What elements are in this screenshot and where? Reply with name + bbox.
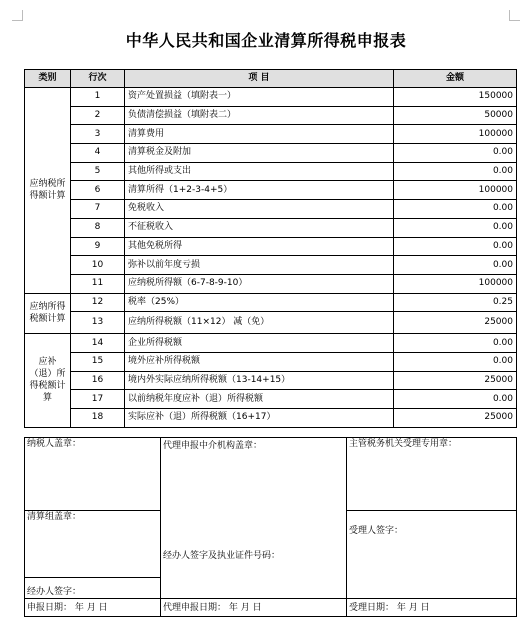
row-line: 16 [71,371,125,390]
table-row [25,144,517,163]
row-line: 1 [71,88,125,107]
row-amount: 0.00 [394,218,517,237]
row-amount: 50000 [394,106,517,125]
row-item: 其他免税所得 [125,237,394,256]
authority-seal-area: 主管税务机关受理专用章： [347,438,517,511]
taxpayer-seal-area: 纳税人盖章： [25,438,161,511]
signature-table [24,437,517,617]
handler-cert-label: 经办人签字及执业证件号码： [163,551,281,561]
row-amount: 25000 [394,312,517,334]
row-item: 企业所得税额 [125,334,394,353]
table-row [25,125,517,144]
row-line: 4 [71,144,125,163]
table-row [25,237,517,256]
row-line: 10 [71,256,125,275]
row-amount: 100000 [394,274,517,293]
accept-date: 受理日期： 年 月 日 [347,599,517,617]
row-amount: 100000 [394,181,517,200]
row-line: 7 [71,200,125,219]
table-row [25,334,517,353]
table-row [25,181,517,200]
row-item: 其他所得或支出 [125,162,394,181]
table-row [25,200,517,219]
liquidation-seal-area: 清算组盖章： [25,511,161,578]
table-row [25,371,517,390]
handler-sign-area: 经办人签字： [25,578,161,599]
row-item: 税率（25%） [125,293,394,312]
row-item: 实际应补（退）所得税额（16+17） [125,409,394,428]
row-line: 9 [71,237,125,256]
row-line: 8 [71,218,125,237]
table-row [25,312,517,334]
row-line: 3 [71,125,125,144]
tax-return-table [24,69,517,428]
row-item: 清算所得（1+2-3-4+5） [125,181,394,200]
table-row [25,390,517,409]
table-row [25,409,517,428]
agency-seal-label: 代理申报中介机构盖章： [163,441,263,451]
table-row [25,162,517,181]
row-line: 18 [71,409,125,428]
row-item: 境外应补所得税额 [125,352,394,371]
row-amount: 0.00 [394,237,517,256]
row-item: 免税收入 [125,200,394,219]
table-row [25,218,517,237]
row-item: 应纳所得税额（11×12） 减（免） [125,312,394,334]
table-row [25,106,517,125]
header-item: 项 目 [125,70,394,88]
row-amount: 25000 [394,409,517,428]
row-amount: 100000 [394,125,517,144]
row-item: 弥补以前年度亏损 [125,256,394,275]
table-row [25,352,517,371]
row-amount: 0.00 [394,200,517,219]
row-item: 资产处置损益（填附表一） [125,88,394,107]
receiver-sign-area: 受理人签字： [347,511,517,599]
row-line: 17 [71,390,125,409]
row-line: 6 [71,181,125,200]
row-item: 应纳税所得额（6-7-8-9-10） [125,274,394,293]
table-row [25,256,517,275]
row-item: 不征税收入 [125,218,394,237]
row-line: 15 [71,352,125,371]
page-corner-mark-left [12,10,23,21]
page-corner-mark-right [509,10,520,21]
row-item: 境内外实际应纳所得税额（13-14+15） [125,371,394,390]
row-line: 5 [71,162,125,181]
table-row [25,293,517,312]
row-amount: 150000 [394,88,517,107]
header-category: 类别 [25,70,71,88]
row-amount: 0.00 [394,162,517,181]
row-item: 清算税金及附加 [125,144,394,163]
row-item: 清算费用 [125,125,394,144]
row-item: 负债清偿损益（填附表二） [125,106,394,125]
category-tax-payable: 应纳所得税额计算 [25,293,71,334]
row-amount: 0.00 [394,352,517,371]
table-row [25,88,517,107]
row-amount: 0.25 [394,293,517,312]
row-line: 13 [71,312,125,334]
row-line: 11 [71,274,125,293]
row-line: 2 [71,106,125,125]
category-taxable-income: 应纳税所得额计算 [25,88,71,294]
row-item: 以前纳税年度应补（退）所得税额 [125,390,394,409]
header-amount: 金额 [394,70,517,88]
agency-seal-area [161,438,347,599]
table-header-row [25,70,517,88]
row-amount: 0.00 [394,144,517,163]
page-title: 中华人民共和国企业清算所得税申报表 [125,31,407,50]
table-row [25,274,517,293]
declare-date: 申报日期： 年 月 日 [25,599,161,617]
row-amount: 0.00 [394,256,517,275]
header-line: 行次 [71,70,125,88]
row-amount: 25000 [394,371,517,390]
row-amount: 0.00 [394,334,517,353]
category-tax-refund: 应补（退）所得税额计算 [25,334,71,427]
agency-date: 代理申报日期： 年 月 日 [161,599,347,617]
row-line: 14 [71,334,125,353]
row-amount: 0.00 [394,390,517,409]
row-line: 12 [71,293,125,312]
